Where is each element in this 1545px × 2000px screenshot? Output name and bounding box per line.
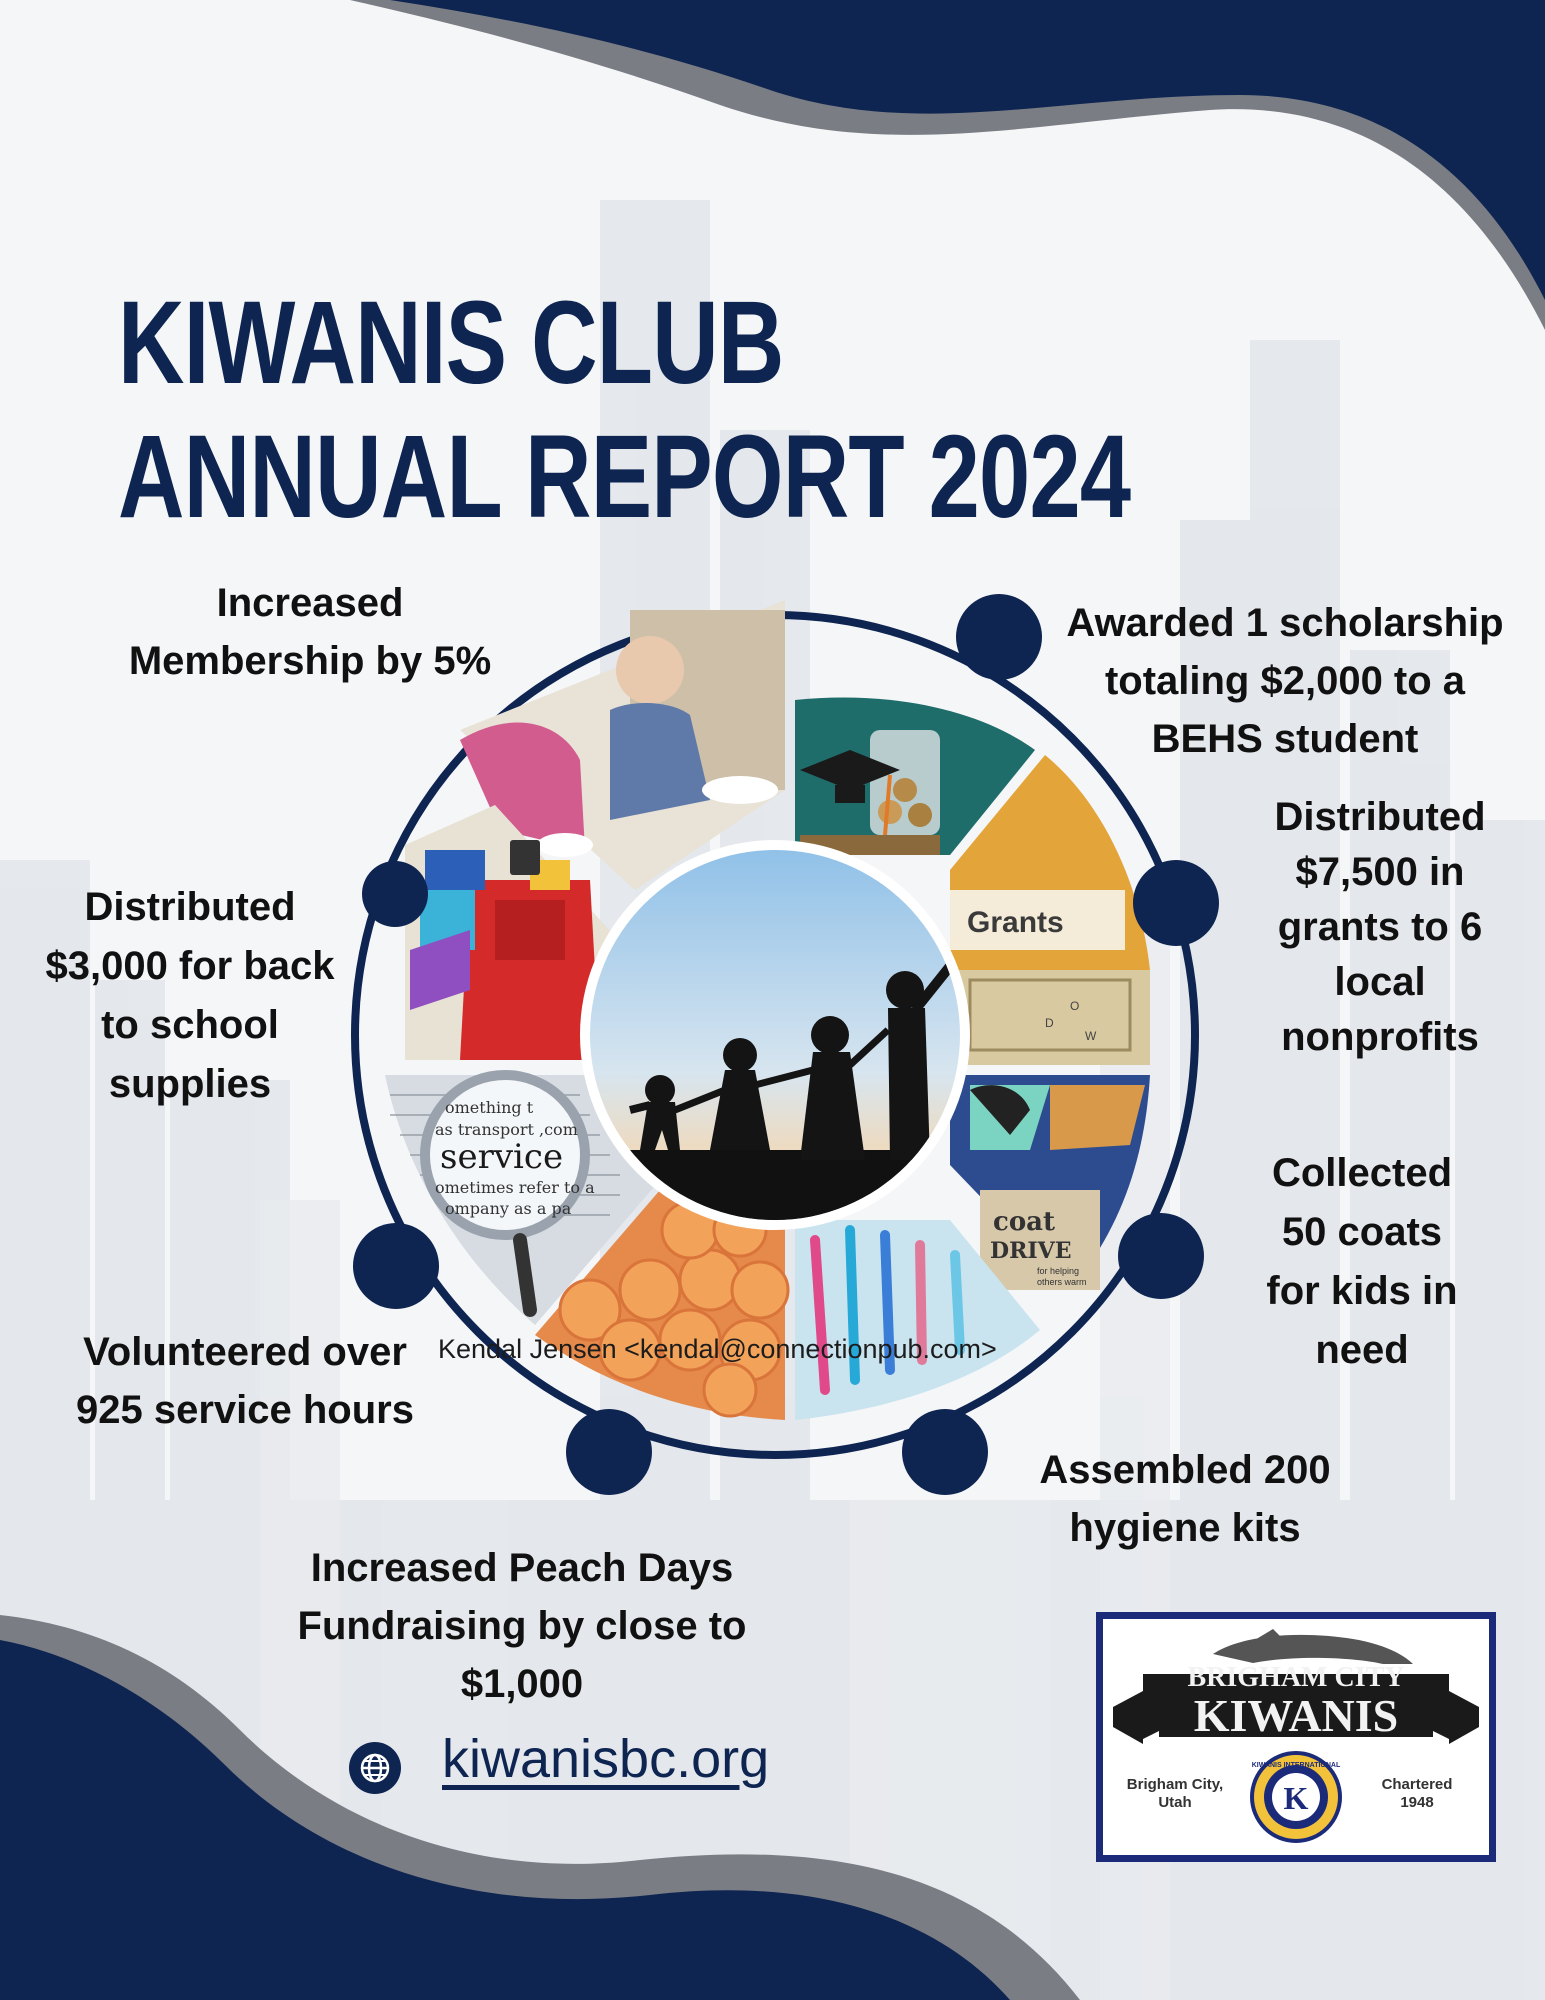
stat-scholarship-line-3: BEHS student: [1151, 717, 1419, 761]
service-text-1: omething t: [445, 1098, 534, 1117]
stat-coats-line-4: need: [1315, 1328, 1409, 1372]
stat-volunteer-line-1: Volunteered over: [83, 1330, 407, 1374]
logo-line-1: BRIGHAM CITY: [1187, 1662, 1405, 1693]
globe-icon: [349, 1742, 401, 1794]
stat-peach-line-1: Increased Peach Days: [310, 1546, 734, 1590]
logo-location-1: Brigham City,: [1126, 1776, 1224, 1793]
ring-dot-bottom-right: [902, 1409, 988, 1495]
stat-grants-line-5: nonprofits: [1281, 1015, 1479, 1059]
service-word: service: [440, 1137, 564, 1177]
stat-grants: [1240, 790, 1520, 1065]
logo-location-2: Utah: [1158, 1794, 1192, 1811]
stat-hygiene: [1010, 1441, 1360, 1557]
service-text-2: as transport ,com: [435, 1120, 578, 1139]
stat-membership-line-2: Membership by 5%: [128, 639, 492, 683]
stat-scholarship: [1045, 594, 1525, 768]
coat-label-1: coat: [993, 1207, 1056, 1237]
service-text-3: ometimes refer to a: [435, 1178, 595, 1197]
stat-peach-days: [272, 1539, 772, 1713]
stat-hygiene-line-1: Assembled 200: [1039, 1448, 1331, 1492]
stat-coats-line-2: 50 coats: [1281, 1210, 1443, 1254]
kiwanis-logo-artwork: [1103, 1619, 1489, 1855]
coat-small-2: others warm: [1037, 1277, 1087, 1287]
ring-dot-bottom-left: [566, 1409, 652, 1495]
logo-chartered-1: Chartered: [1381, 1776, 1453, 1793]
stat-scholarship-line-1: Awarded 1 scholarship: [1066, 601, 1504, 645]
stat-school-supplies: [30, 878, 350, 1114]
brigham-city-kiwanis-logo: [1096, 1612, 1496, 1862]
drawer-letter-2: O: [1070, 999, 1080, 1013]
stat-membership: [110, 574, 510, 690]
stat-grants-line-1: Distributed: [1274, 795, 1486, 839]
stat-peach-line-3: $1,000: [460, 1662, 584, 1706]
stat-coats-line-1: Collected: [1271, 1151, 1453, 1195]
ring-dot-left-upper: [362, 861, 428, 927]
kiwanis-emblem-icon: [1252, 1753, 1341, 1841]
logo-chartered-2: 1948: [1400, 1794, 1434, 1811]
drawer-letter-3: W: [1085, 1029, 1097, 1043]
ring-dot-right-upper: [1133, 860, 1219, 946]
service-text-4: ompany as a pa: [445, 1199, 572, 1218]
stat-school-line-3: to school: [101, 1003, 279, 1047]
stat-grants-line-2: $7,500 in: [1295, 850, 1465, 894]
stat-grants-line-3: grants to 6: [1277, 905, 1483, 949]
coat-label-2: DRIVE: [990, 1238, 1072, 1264]
emblem-ring-text: KIWANIS INTERNATIONAL: [1251, 1762, 1341, 1769]
stat-school-line-2: $3,000 for back: [45, 944, 335, 988]
ring-dot-right-lower: [1118, 1213, 1204, 1299]
stat-grants-line-4: local: [1334, 960, 1426, 1004]
logo-line-2: KIWANIS: [1193, 1690, 1399, 1741]
report-title-line-1: KIWANIS CLUB: [118, 277, 784, 409]
ring-dot-top-right: [956, 594, 1042, 680]
author-credit: Kendal Jensen <kendal@connectionpub.com>: [438, 1334, 997, 1364]
ring-dot-left-lower: [353, 1223, 439, 1309]
grants-label: Grants: [967, 906, 1064, 939]
drawer-letter-1: D: [1045, 1016, 1054, 1030]
stat-hygiene-line-2: hygiene kits: [1069, 1506, 1301, 1550]
stat-peach-line-2: Fundraising by close to: [297, 1604, 747, 1648]
stat-school-line-1: Distributed: [84, 885, 296, 929]
stat-volunteer: [60, 1323, 430, 1439]
stat-scholarship-line-2: totaling $2,000 to a: [1104, 659, 1466, 703]
emblem-letter: K: [1283, 1780, 1309, 1816]
report-title-line-2: ANNUAL REPORT 2024: [118, 411, 1131, 543]
website-link[interactable]: kiwanisbc.org: [442, 1729, 770, 1789]
stat-volunteer-line-2: 925 service hours: [76, 1388, 414, 1432]
stat-coats-line-3: for kids in: [1266, 1269, 1458, 1313]
coat-small-1: for helping: [1037, 1266, 1080, 1276]
stat-school-line-4: supplies: [108, 1062, 272, 1106]
stat-membership-line-1: Increased: [216, 581, 404, 625]
stat-coats: [1232, 1144, 1492, 1380]
